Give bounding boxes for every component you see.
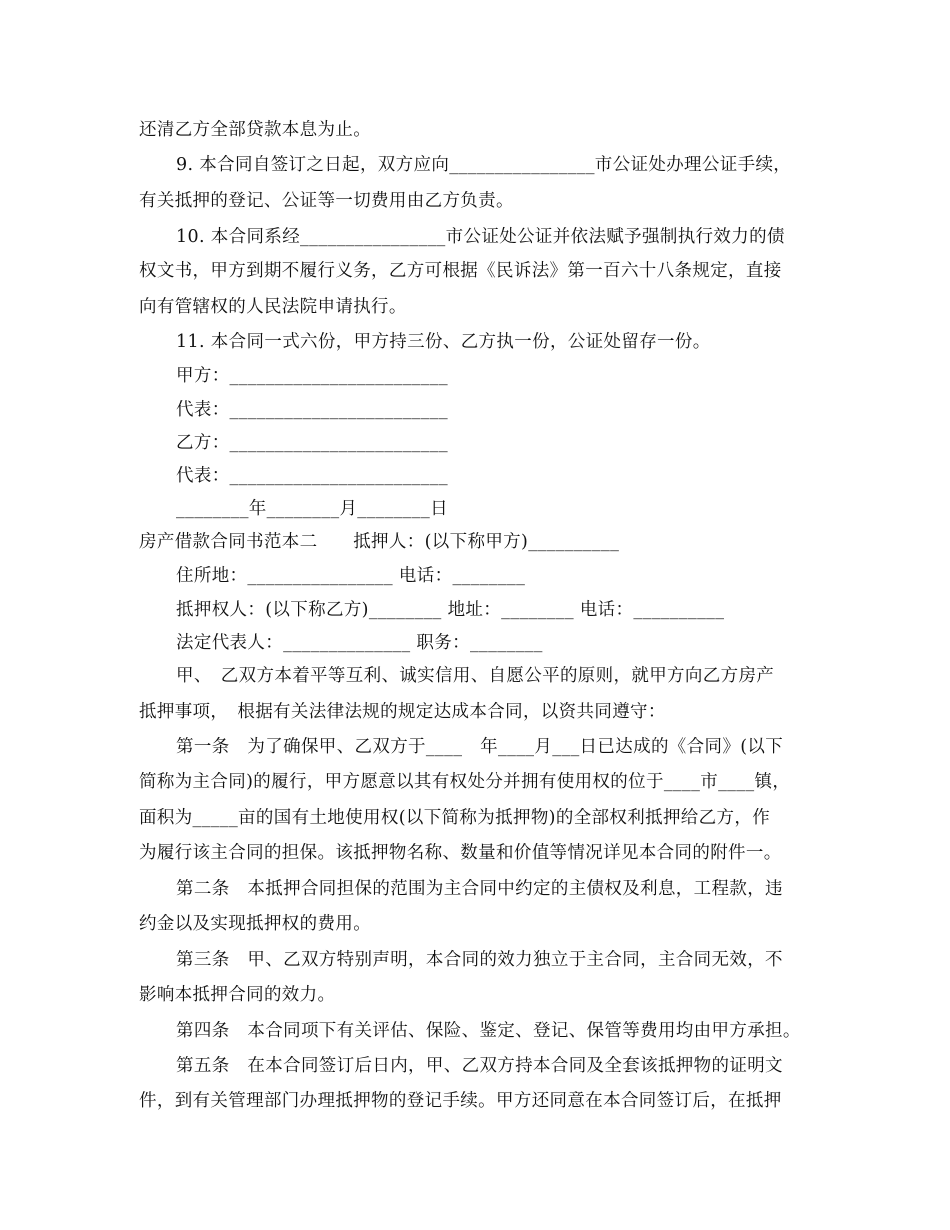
text-line: 件，到有关管理部门办理抵押物的登记手续。甲方还同意在本合同签订后，在抵押 — [139, 1091, 782, 1111]
text-line: 有关抵押的登记、公证等一切费用由乙方负责。 — [139, 191, 514, 211]
text-line: 第三条 甲、乙双方特别声明，本合同的效力独立于主合同，主合同无效，不 — [176, 950, 783, 970]
section-title-line: 房产借款合同书范本二 抵押人：(以下称甲方)__________ — [139, 532, 620, 552]
signature-line-party-a: 甲方：________________________ — [176, 366, 448, 386]
text-line: 简称为主合同)的履行，甲方愿意以其有权处分并拥有使用权的位于____市____镇， — [139, 772, 791, 792]
text-line: 影响本抵押合同的效力。 — [139, 985, 336, 1005]
text-line: 10. 本合同系经________________市公证处公证并依法赋予强制执行效力的债 — [176, 227, 785, 247]
text-line: 还清乙方全部贷款本息为止。 — [139, 120, 372, 140]
text-line: 向有管辖权的人民法院申请执行。 — [139, 297, 407, 317]
text-line: 抵押事项， 根据有关法律法规的规定达成本合同，以资共同遵守： — [139, 702, 666, 722]
text-line: 住所地：________________ 电话：________ — [176, 566, 526, 586]
date-line: ________年________月________日 — [176, 499, 448, 519]
text-line: 11. 本合同一式六份，甲方持三份、乙方执一份，公证处留存一份。 — [176, 332, 711, 352]
text-line: 抵押权人：(以下称乙方)________ 地址：________ 电话：__________ — [176, 600, 725, 620]
text-line: 第五条 在本合同签订后日内，甲、乙双方持本合同及全套该抵押物的证明文 — [176, 1056, 783, 1076]
text-line: 面积为_____亩的国有土地使用权(以下简称为抵押物)的全部权利抵押给乙方，作 — [139, 808, 771, 828]
text-line: 第四条 本合同项下有关评估、保险、鉴定、登记、保管等费用均由甲方承担。 — [176, 1021, 801, 1041]
signature-line-representative: 代表：________________________ — [176, 400, 448, 420]
text-line: 第一条 为了确保甲、乙双方于____ 年____月___日已达成的《合同》(以下 — [176, 737, 784, 757]
text-line: 约金以及实现抵押权的费用。 — [139, 914, 372, 934]
signature-line-party-b: 乙方：________________________ — [176, 433, 448, 453]
signature-line-representative: 代表：________________________ — [176, 466, 448, 486]
text-line: 法定代表人：______________ 职务：________ — [176, 633, 543, 653]
text-line: 为履行该主合同的担保。该抵押物名称、数量和价值等情况详见本合同的附件一。 — [139, 843, 782, 863]
text-line: 9. 本合同自签订之日起，双方应向________________市公证处办理公证手续， — [176, 155, 792, 175]
text-line: 甲、 乙双方本着平等互利、诚实信用、自愿公平的原则，就甲方向乙方房产 — [176, 666, 775, 686]
text-line: 第二条 本抵押合同担保的范围为主合同中约定的主债权及利息，工程款，违 — [176, 879, 783, 899]
text-line: 权文书，甲方到期不履行义务，乙方可根据《民诉法》第一百六十八条规定，直接 — [139, 261, 782, 281]
